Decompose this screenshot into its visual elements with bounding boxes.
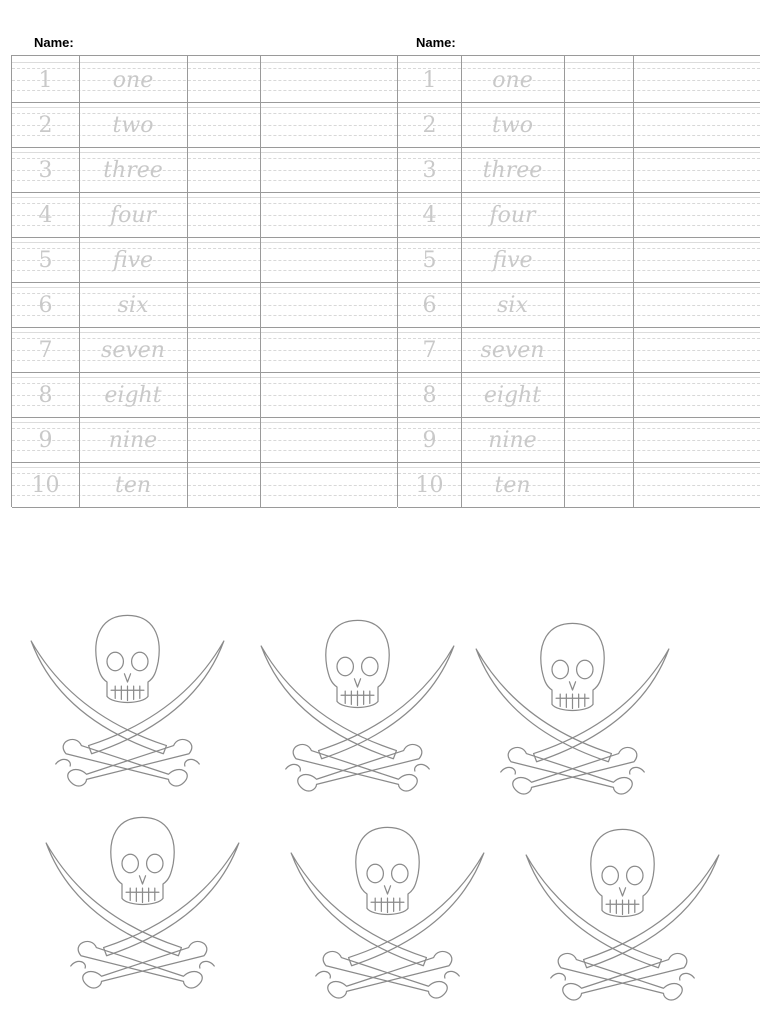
trace-numeral: 8 [422,383,437,408]
worksheet-row [398,371,760,418]
trace-numeral: 4 [422,203,437,228]
trace-numeral: 10 [415,473,444,498]
trace-word: nine [488,428,537,453]
column-divider [260,56,261,507]
trace-word: one [112,68,154,93]
trace-numeral: 5 [38,248,53,273]
trace-word: four [109,203,157,228]
worksheet-row [398,101,760,148]
trace-numeral: 7 [422,338,437,363]
trace-word: five [492,248,533,273]
trace-word: two [492,113,533,138]
column-divider [79,56,80,507]
trace-word: ten [114,473,152,498]
column-divider [187,56,188,507]
trace-word: two [112,113,154,138]
trace-numeral: 5 [422,248,437,273]
worksheet-row [398,326,760,373]
worksheet-row [12,461,397,508]
pirate-decoration-area [0,600,768,1020]
number-worksheet-right [397,55,760,507]
worksheet-row [398,281,760,328]
worksheet-row [12,371,397,418]
trace-numeral: 9 [38,428,53,453]
worksheet-row [12,56,397,103]
worksheet-row [398,236,760,283]
trace-word: six [497,293,528,318]
trace-numeral: 4 [38,203,53,228]
skull-crossed-swords-icon [40,812,245,997]
trace-word: ten [494,473,531,498]
trace-word: one [492,68,533,93]
trace-numeral: 3 [422,158,437,183]
worksheet-row [12,281,397,328]
trace-numeral: 2 [422,113,437,138]
trace-word: seven [480,338,545,363]
name-label-right: Name: [416,35,456,50]
skull-crossed-swords-icon [285,822,490,1007]
trace-numeral: 6 [422,293,437,318]
worksheet-row [398,146,760,193]
column-divider [564,56,565,507]
trace-numeral: 7 [38,338,53,363]
worksheet-row [12,101,397,148]
trace-numeral: 2 [38,113,53,138]
trace-word: five [112,248,154,273]
trace-numeral: 1 [422,68,437,93]
worksheet-row [12,416,397,463]
trace-word: six [117,293,149,318]
trace-numeral: 9 [422,428,437,453]
column-divider [461,56,462,507]
skull-crossed-swords-icon [255,615,460,800]
worksheet-row [12,236,397,283]
trace-word: three [103,158,163,183]
number-worksheet-left [11,55,397,507]
worksheet-row [398,56,760,103]
worksheet-row [398,461,760,508]
trace-word: seven [101,338,165,363]
trace-word: nine [108,428,158,453]
worksheet-row [398,416,760,463]
skull-crossed-swords-icon [520,824,725,1009]
worksheet-row [12,191,397,238]
worksheet-row [12,146,397,193]
skull-crossed-swords-icon [470,618,675,803]
trace-numeral: 8 [38,383,53,408]
trace-word: eight [104,383,162,408]
name-label-left: Name: [34,35,74,50]
trace-word: four [489,203,536,228]
column-divider [633,56,634,507]
trace-word: three [482,158,543,183]
worksheet-row [398,191,760,238]
trace-numeral: 6 [38,293,53,318]
skull-crossed-swords-icon [25,610,230,795]
trace-word: eight [483,383,542,408]
trace-numeral: 3 [38,158,53,183]
trace-numeral: 1 [38,68,53,93]
trace-numeral: 10 [31,473,60,498]
worksheet-row [12,326,397,373]
